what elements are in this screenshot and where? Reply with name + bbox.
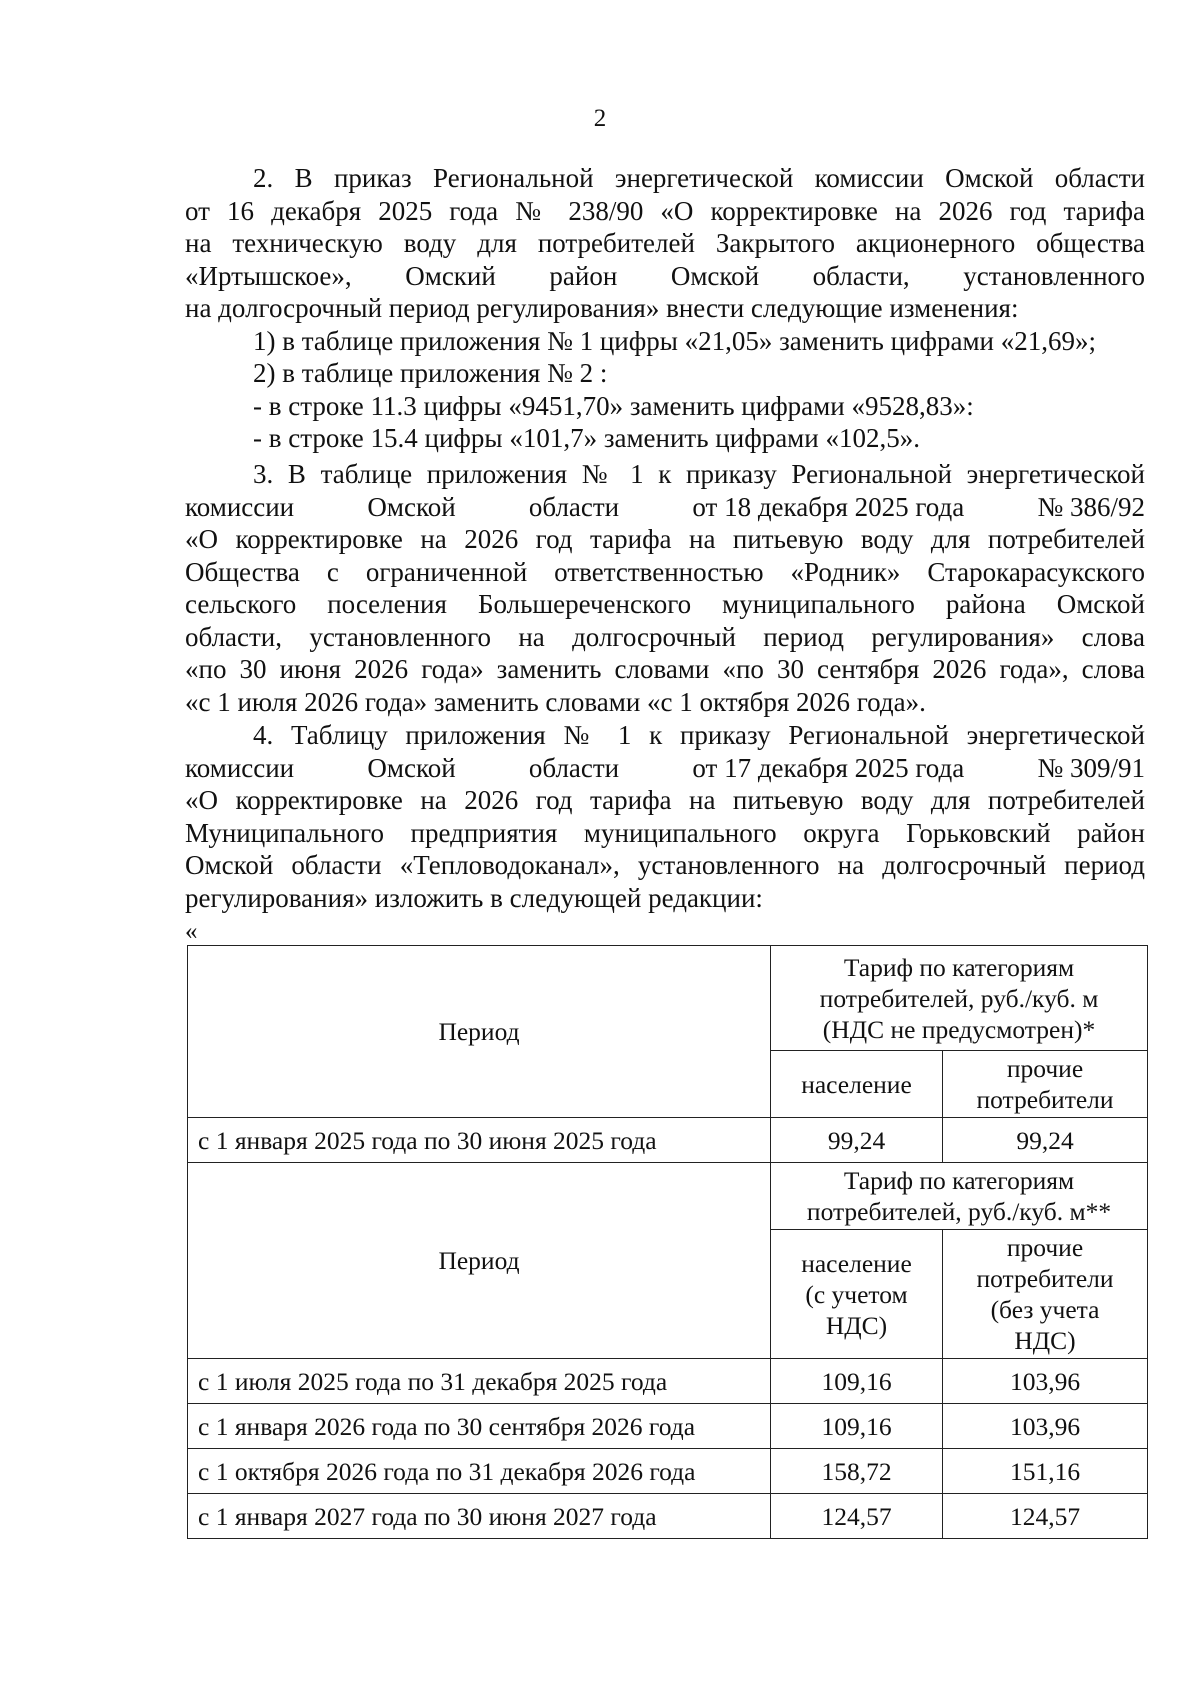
population-tariff-cell: 109,16 <box>771 1404 943 1449</box>
page-number: 2 <box>593 105 607 132</box>
list-item: 1) в таблице приложения № 1 цифры «21,05» заменить цифрами «21,69»; <box>253 325 1097 356</box>
text-line: «О корректировке на 2026 год тарифа на питьевую воду для потребителей <box>185 524 1145 554</box>
table-row <box>188 1359 1148 1404</box>
word: комиссии <box>185 752 295 783</box>
other-consumers-column-header: прочие потребители (без учета НДС) <box>943 1230 1148 1359</box>
word: Омской <box>367 752 456 783</box>
table-row <box>188 1449 1148 1494</box>
opening-quote-mark: « <box>185 918 198 945</box>
word: от 17 декабря 2025 года <box>692 752 965 783</box>
period-cell: с 1 июля 2025 года по 31 декабря 2025 года <box>188 1359 771 1404</box>
paragraph-3 <box>185 458 1145 718</box>
word: области <box>528 752 620 783</box>
text-line: «О корректировке на 2026 год тарифа на питьевую воду для потребителей <box>185 785 1145 815</box>
other-tariff-cell: 151,16 <box>943 1449 1148 1494</box>
table-row <box>188 1494 1148 1539</box>
word: «Иртышское», <box>185 260 352 291</box>
text-line: Омской области «Тепловодоканал», установленного на долгосрочный период <box>185 850 1145 880</box>
table-row <box>188 1404 1148 1449</box>
text-line <box>185 752 1145 785</box>
period-cell: с 1 января 2025 года по 30 июня 2025 года <box>188 1118 771 1163</box>
other-tariff-cell: 99,24 <box>943 1118 1148 1163</box>
tariff-header: Тариф по категориям потребителей, руб./куб. м** <box>771 1163 1148 1230</box>
text-line: «с 1 июля 2026 года» заменить словами «с 1 октября 2026 года». <box>185 686 926 717</box>
other-tariff-cell: 124,57 <box>943 1494 1148 1539</box>
population-column-header: население (с учетом НДС) <box>771 1230 943 1359</box>
table-row <box>188 1118 1148 1163</box>
text-line <box>185 491 1145 524</box>
population-column-header: население <box>771 1051 943 1118</box>
tariff-header: Тариф по категориям потребителей, руб./куб. м (НДС не предусмотрен)* <box>771 946 1148 1051</box>
period-cell: с 1 октября 2026 года по 31 декабря 2026 года <box>188 1449 771 1494</box>
other-consumers-column-header: прочие потребители <box>943 1051 1148 1118</box>
word: Омской <box>367 491 456 522</box>
word: № 386/92 <box>1037 491 1145 522</box>
list-item: - в строке 11.3 цифры «9451,70» заменить цифрами «9528,83»: <box>253 390 974 421</box>
word: области <box>528 491 620 522</box>
word: Омский <box>405 260 496 291</box>
tariff-table <box>187 945 1148 1539</box>
table-header-row <box>188 1163 1148 1230</box>
word: район <box>549 260 618 291</box>
word: комиссии <box>185 491 295 522</box>
period-header: Период <box>188 1163 771 1359</box>
word: Омской <box>670 260 760 291</box>
list-item: - в строке 15.4 цифры «101,7» заменить цифрами «102,5». <box>253 423 920 453</box>
period-header: Период <box>188 946 771 1118</box>
period-cell: с 1 января 2026 года по 30 сентября 2026 года <box>188 1404 771 1449</box>
population-tariff-cell: 124,57 <box>771 1494 943 1539</box>
text-line: 4. Таблицу приложения № 1 к приказу Региональной энергетической <box>253 720 1145 750</box>
text-line: от 16 декабря 2025 года № 238/90 «О корректировке на 2026 год тарифа <box>185 195 1145 226</box>
text-line: 2. В приказ Региональной энергетической комиссии Омской области <box>253 163 1145 193</box>
other-tariff-cell: 103,96 <box>943 1404 1148 1449</box>
text-line: «по 30 июня 2026 года» заменить словами «по 30 сентября 2026 года», слова <box>185 654 1145 684</box>
text-line: 3. В таблице приложения № 1 к приказу Региональной энергетической <box>253 459 1145 489</box>
text-line: сельского поселения Большереченского муниципального района Омской <box>185 589 1145 619</box>
text-line <box>185 260 1145 293</box>
word: области, <box>812 260 910 291</box>
word: установленного <box>963 260 1145 291</box>
text-line: Муниципального предприятия муниципального округа Горьковский район <box>185 817 1145 848</box>
text-line: на техническую воду для потребителей Закрытого акционерного общества <box>185 228 1145 258</box>
word: от 18 декабря 2025 года <box>692 491 965 522</box>
population-tariff-cell: 99,24 <box>771 1118 943 1163</box>
text-line: на долгосрочный период регулирования» внести следующие изменения: <box>185 293 1019 323</box>
word: № 309/91 <box>1037 752 1145 783</box>
paragraph-2 <box>185 162 1145 455</box>
paragraph-4 <box>185 719 1145 914</box>
other-tariff-cell: 103,96 <box>943 1359 1148 1404</box>
text-line: области, установленного на долгосрочный период регулирования» слова <box>185 621 1145 652</box>
population-tariff-cell: 109,16 <box>771 1359 943 1404</box>
table-header-row <box>188 946 1148 1051</box>
text-line: Общества с ограниченной ответственностью «Родник» Старокарасукского <box>185 556 1145 587</box>
population-tariff-cell: 158,72 <box>771 1449 943 1494</box>
text-line: регулирования» изложить в следующей редакции: <box>185 882 763 913</box>
list-item: 2) в таблице приложения № 2 : <box>253 358 608 388</box>
period-cell: с 1 января 2027 года по 30 июня 2027 года <box>188 1494 771 1539</box>
